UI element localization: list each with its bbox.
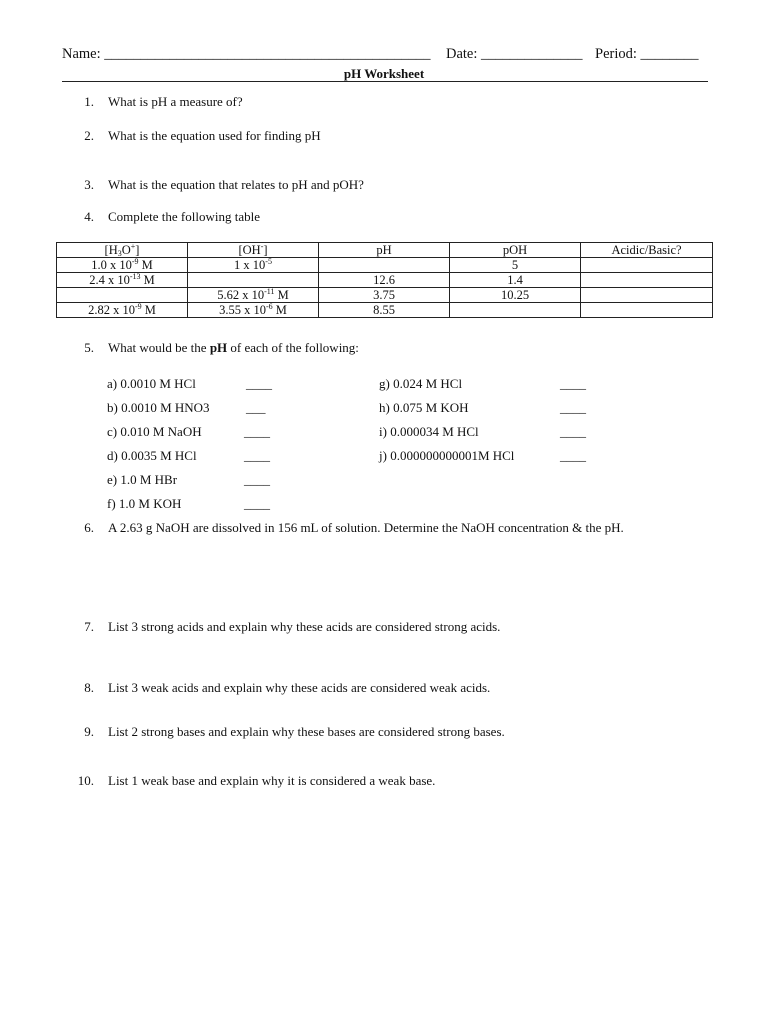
- ph-item-blank[interactable]: ___: [246, 400, 266, 415]
- question-text: What would be the pH of each of the following:: [108, 340, 359, 355]
- question-text: What is pH a measure of?: [108, 94, 243, 109]
- cell-oh[interactable]: [188, 273, 319, 288]
- period-field: Period: ________: [595, 46, 699, 62]
- cell-oh: 1 x $10^{-5}$: [188, 258, 319, 273]
- cell-acidic-basic[interactable]: [581, 258, 713, 273]
- cell-h3o: 2.4 x $10^{-13}$ M: [57, 273, 188, 288]
- table-row: [57, 288, 713, 303]
- question-text: Complete the following table: [108, 209, 260, 224]
- name-field: Name: _____________________________________________: [62, 46, 431, 62]
- question-number: 6.: [84, 520, 94, 535]
- header-poh: pOH: [450, 243, 581, 258]
- cell-ph: 3.75: [319, 288, 450, 303]
- question-text: List 2 strong bases and explain why these bases are considered strong bases.: [108, 724, 505, 739]
- question-number: 2.: [84, 128, 94, 143]
- ph-item-label: a) 0.0010 M HCl: [107, 376, 196, 391]
- header-h3o: $[H_3O^+]$: [57, 243, 188, 258]
- ph-item-blank[interactable]: ____: [560, 400, 586, 415]
- ph-item-label: i) 0.000034 M HCl: [379, 424, 479, 439]
- page-title: pH Worksheet: [343, 66, 425, 81]
- cell-h3o: 1.0 x $10^{-9}$ M: [57, 258, 188, 273]
- question-number: 10.: [77, 773, 94, 788]
- ph-item-label: g) 0.024 M HCl: [379, 376, 463, 391]
- ph-item-label: j) 0.000000000001M HCl: [379, 448, 515, 463]
- ph-item-blank[interactable]: ____: [560, 448, 586, 463]
- question-text: List 3 strong acids and explain why these acids are considered strong acids.: [108, 619, 501, 634]
- ph-item-blank[interactable]: ____: [560, 376, 586, 391]
- ph-item-blank[interactable]: ____: [244, 448, 270, 463]
- question-number: 4.: [84, 209, 94, 224]
- header-oh: [OH-]: [188, 243, 319, 258]
- cell-acidic-basic[interactable]: [581, 288, 713, 303]
- cell-poh: 1.4: [450, 273, 581, 288]
- ph-item-blank[interactable]: ____: [560, 424, 586, 439]
- table-row: [57, 273, 713, 288]
- cell-poh: 5: [450, 258, 581, 273]
- cell-ph[interactable]: [319, 258, 450, 273]
- cell-oh: 3.55 x $10^{-6}$ M: [188, 303, 319, 318]
- ph-item-blank[interactable]: ____: [244, 472, 270, 487]
- question-number: 1.: [84, 94, 94, 109]
- ph-item-label: h) 0.075 M KOH: [379, 400, 469, 415]
- cell-poh[interactable]: [450, 303, 581, 318]
- date-field: Date: ______________: [446, 46, 583, 62]
- cell-ph: 8.55: [319, 303, 450, 318]
- ph-item-blank[interactable]: ____: [244, 424, 270, 439]
- header-acidic-basic: Acidic/Basic?: [581, 243, 713, 258]
- ph-item-label: f) 1.0 M KOH: [107, 496, 182, 511]
- cell-poh: 10.25: [450, 288, 581, 303]
- ph-item-blank[interactable]: ____: [246, 376, 272, 391]
- table-row: [57, 303, 713, 318]
- cell-h3o[interactable]: [57, 288, 188, 303]
- question-text: A 2.63 g NaOH are dissolved in 156 mL of solution. Determine the NaOH concentration & the pH.: [108, 520, 624, 535]
- ph-table: [56, 242, 713, 318]
- question-text: List 3 weak acids and explain why these acids are considered weak acids.: [108, 680, 491, 695]
- question-number: 7.: [84, 619, 94, 634]
- cell-h3o: 2.82 x $10^{-9}$ M: [57, 303, 188, 318]
- question-number: 8.: [84, 680, 94, 695]
- cell-oh: 5.62 x $10^{-11}$ M: [188, 288, 319, 303]
- question-text: What is the equation used for finding pH: [108, 128, 321, 143]
- header-ph: pH: [319, 243, 450, 258]
- table-row: [57, 258, 713, 273]
- ph-item-label: c) 0.010 M NaOH: [107, 424, 202, 439]
- question-number: 5.: [84, 340, 94, 355]
- cell-acidic-basic[interactable]: [581, 273, 713, 288]
- ph-item-blank[interactable]: ____: [244, 496, 270, 511]
- cell-acidic-basic[interactable]: [581, 303, 713, 318]
- ph-item-label: e) 1.0 M HBr: [107, 472, 178, 487]
- cell-ph: 12.6: [319, 273, 450, 288]
- table-header-row: [57, 243, 713, 258]
- ph-item-label: d) 0.0035 M HCl: [107, 448, 197, 463]
- header-divider: [62, 81, 708, 82]
- question-number: 3.: [84, 177, 94, 192]
- question-text: What is the equation that relates to pH and pOH?: [108, 177, 364, 192]
- question-number: 9.: [84, 724, 94, 739]
- question-text: List 1 weak base and explain why it is considered a weak base.: [108, 773, 436, 788]
- ph-item-label: b) 0.0010 M HNO3: [107, 400, 210, 415]
